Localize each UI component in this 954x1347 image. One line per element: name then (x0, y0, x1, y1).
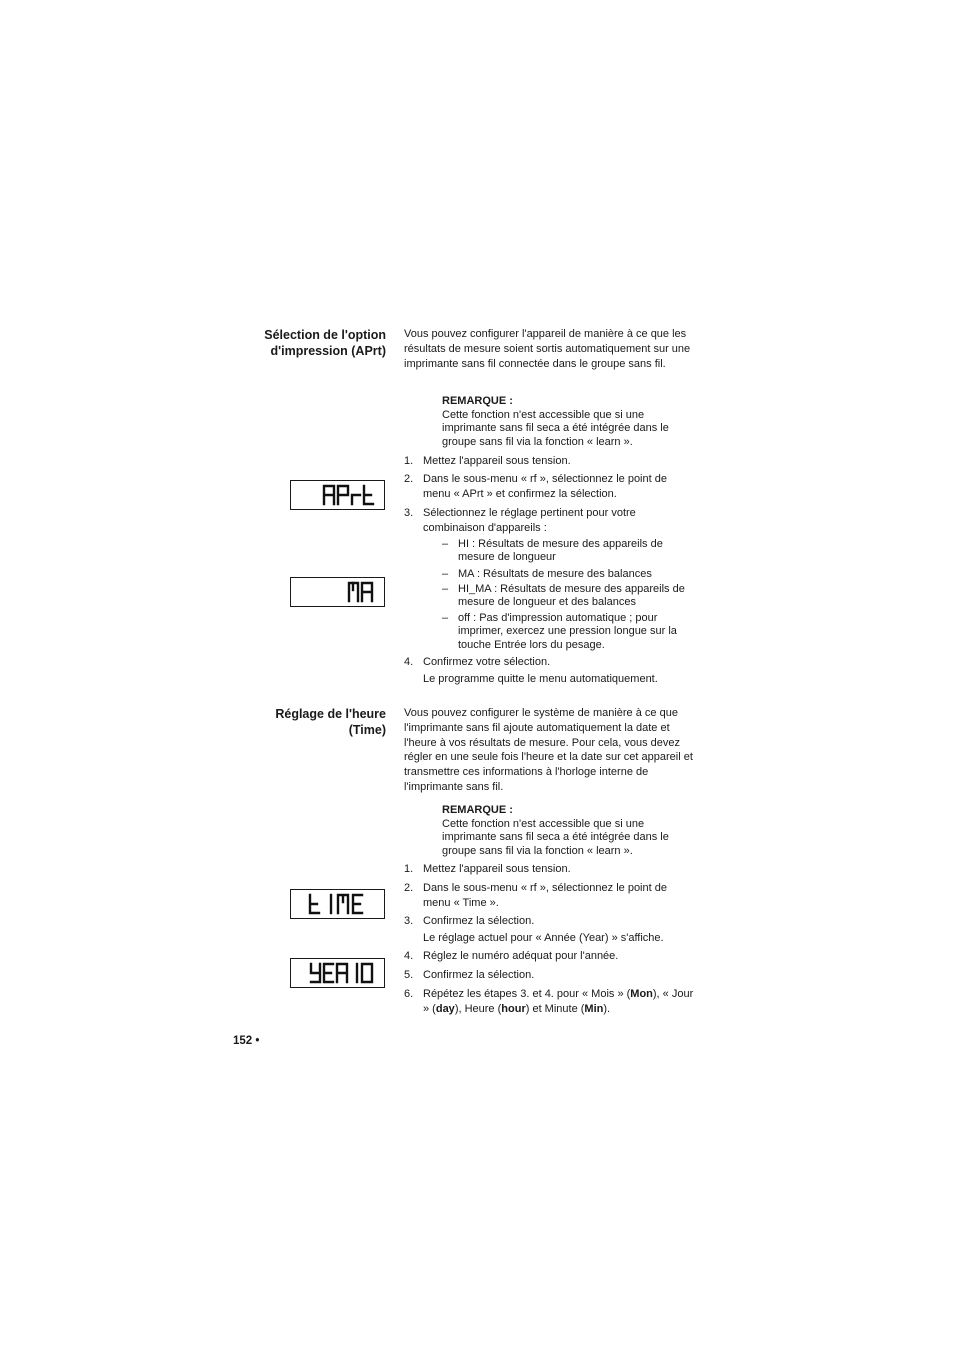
step-item (404, 949, 696, 964)
lcd-display-aprt (290, 480, 385, 510)
step-number: 4. (404, 656, 414, 668)
option-dash: – (442, 568, 449, 580)
page-number: 152 • (233, 1035, 260, 1047)
remark-title: REMARQUE : (442, 804, 513, 816)
step-item (404, 506, 696, 536)
step-number: 2. (404, 882, 414, 894)
step-number: 1. (404, 455, 414, 467)
lcd-display-ma (290, 577, 385, 607)
step-text: Confirmez votre sélection. (423, 656, 551, 668)
remark-box (442, 804, 698, 858)
step-text (423, 987, 696, 1017)
lcd-display-year (290, 958, 385, 988)
option-dash: – (442, 538, 449, 550)
section-title-line1: Réglage de l'heure (275, 707, 386, 721)
step-text-part: ), « Jour » ( (423, 988, 694, 1015)
step-number: 3. (404, 915, 414, 927)
keyword-day: day (435, 1002, 455, 1015)
step-text: Dans le sous-menu « rf », sélectionnez le point de menu « APrt » et confirmez la sélection. (423, 473, 667, 500)
step-item (404, 987, 696, 1017)
step-number: 6. (404, 988, 414, 1000)
step-text: Réglez le numéro adéquat pour l'année. (423, 950, 619, 962)
step-text-part: ). (603, 1002, 611, 1015)
step-number: 4. (404, 950, 414, 962)
keyword-mon: Mon (630, 988, 653, 1000)
step-subtext: Le réglage actuel pour « Année (Year) » s'affiche. (423, 931, 664, 944)
step-item (404, 472, 696, 502)
seven-segment-year (291, 959, 384, 987)
option-dash: – (442, 612, 449, 624)
option-item (442, 612, 694, 652)
step-item (404, 454, 696, 469)
step-text: Mettez l'appareil sous tension. (423, 455, 571, 467)
option-text: HI_MA : Résultats de mesure des appareils de mesure de longueur et des balances (458, 583, 685, 609)
remark-text: Cette fonction n'est accessible que si une imprimante sans fil seca a été intégrée dans le groupe sans fil via la fonction « learn ». (442, 817, 669, 857)
keyword-min: Min (584, 1002, 604, 1015)
step-subtext: Le programme quitte le menu automatiquement. (423, 672, 658, 685)
option-text: HI : Résultats de mesure des appareils de mesure de longueur (458, 538, 663, 564)
section-title-line2: d'impression (APrt) (270, 344, 386, 358)
step-text: Sélectionnez le réglage pertinent pour votre combinaison d'appareils : (423, 507, 636, 534)
option-text: off : Pas d'impression automatique ; pour imprimer, exercez une pression longue sur la touche Entrée lors du pesage. (458, 612, 677, 651)
option-item (442, 538, 694, 565)
seven-segment-ma (291, 578, 384, 606)
remark-box (442, 395, 698, 449)
lcd-display-time (290, 889, 385, 919)
seven-segment-aprt (291, 481, 384, 509)
step-item (404, 655, 696, 687)
section-title-aprt (186, 327, 386, 359)
step-number: 1. (404, 863, 414, 875)
step-item (404, 862, 696, 877)
step-item (404, 914, 696, 946)
seven-segment-time (291, 890, 384, 918)
option-dash: – (442, 583, 449, 595)
step-text-part: ), Heure ( (454, 1002, 502, 1015)
step-item (404, 968, 696, 983)
step-number: 2. (404, 473, 414, 485)
step-text: Confirmez la sélection. (423, 915, 535, 927)
section-intro-paragraph: Vous pouvez configurer l'appareil de manière à ce que les résultats de mesure soient sortis automatiquement sur une imprimante sans fil connectée dans le groupe sans fil. (404, 328, 691, 370)
remark-title: REMARQUE : (442, 395, 513, 407)
step-number: 5. (404, 969, 414, 981)
option-item (442, 568, 694, 581)
step-text-part: Répétez les étapes 3. et 4. pour « Mois » ( (423, 988, 631, 1000)
keyword-hour: hour (501, 1002, 526, 1015)
remark-text: Cette fonction n'est accessible que si une imprimante sans fil seca a été intégrée dans le groupe sans fil via la fonction « learn ». (442, 408, 669, 448)
step-number: 3. (404, 507, 414, 519)
section-title-line2: (Time) (348, 723, 386, 737)
section-title-time (186, 706, 386, 738)
step-text: Dans le sous-menu « rf », sélectionnez le point de menu « Time ». (423, 882, 667, 909)
option-item (442, 583, 694, 610)
step-text: Mettez l'appareil sous tension. (423, 863, 571, 875)
step-text: Confirmez la sélection. (423, 969, 535, 981)
section-title-line1: Sélection de l'option (264, 328, 386, 342)
step-text-part: ) et Minute ( (525, 1002, 585, 1015)
option-text: MA : Résultats de mesure des balances (458, 568, 652, 580)
section-intro-paragraph: Vous pouvez configurer le système de manière à ce que l'imprimante sans fil ajoute automatiquement la date et l'heure à vos résultats de mesure. Pour cela, vous devez régler en une seule fois l'heure et la date sur cet appareil et transmettre ces informations à l'horloge interne de l'imprimante sans fil. (404, 707, 693, 793)
step-item (404, 881, 696, 911)
